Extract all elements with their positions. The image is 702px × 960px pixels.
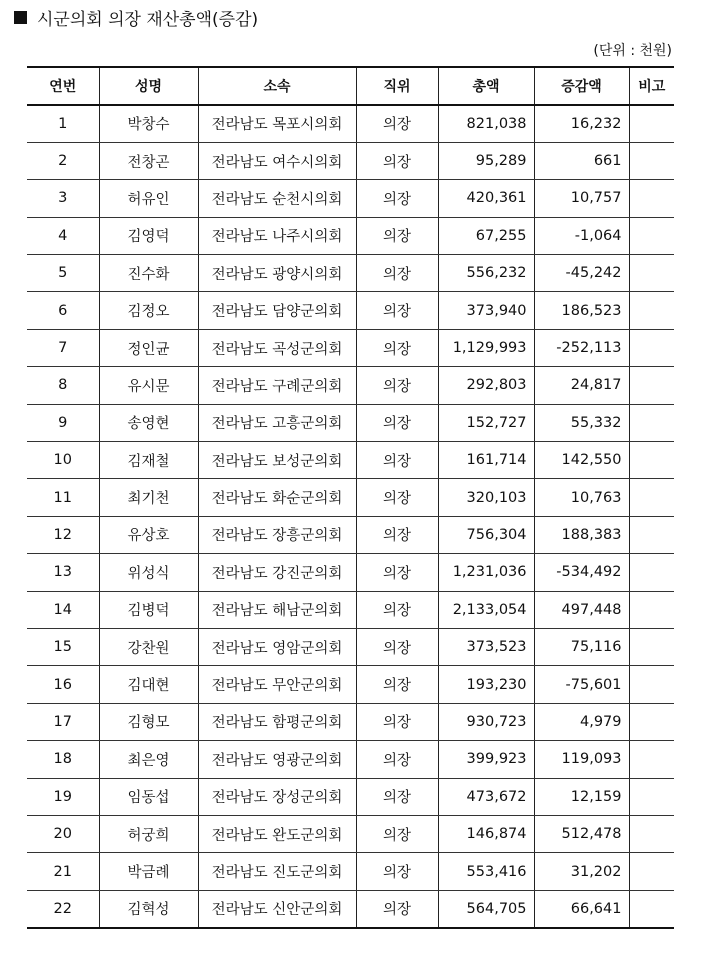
cell-note	[629, 703, 674, 740]
cell-position: 의장	[356, 853, 438, 890]
table-row	[27, 554, 674, 591]
table-row	[27, 516, 674, 553]
cell-position: 의장	[356, 142, 438, 179]
cell-no: 9	[27, 404, 99, 441]
cell-name: 김재철	[99, 442, 198, 479]
cell-change: -45,242	[534, 255, 629, 292]
cell-note	[629, 217, 674, 254]
cell-note	[629, 853, 674, 890]
cell-position: 의장	[356, 217, 438, 254]
cell-change: 24,817	[534, 367, 629, 404]
cell-note	[629, 180, 674, 217]
cell-no: 10	[27, 442, 99, 479]
cell-no: 13	[27, 554, 99, 591]
cell-change: 66,641	[534, 890, 629, 927]
document-title: 시군의회 의장 재산총액(증감)	[37, 9, 259, 30]
cell-note	[629, 591, 674, 628]
cell-name: 임동섭	[99, 778, 198, 815]
cell-name: 허궁희	[99, 815, 198, 852]
table-row	[27, 105, 674, 142]
cell-position: 의장	[356, 516, 438, 553]
header-note: 비고	[629, 67, 674, 105]
cell-position: 의장	[356, 404, 438, 441]
cell-name: 허유인	[99, 180, 198, 217]
cell-note	[629, 815, 674, 852]
table-row	[27, 217, 674, 254]
cell-no: 15	[27, 628, 99, 665]
black-square-bullet-icon	[14, 11, 27, 24]
cell-no: 12	[27, 516, 99, 553]
table-row	[27, 479, 674, 516]
cell-change: 12,159	[534, 778, 629, 815]
cell-name: 진수화	[99, 255, 198, 292]
cell-name: 박창수	[99, 105, 198, 142]
table-row	[27, 442, 674, 479]
cell-note	[629, 479, 674, 516]
cell-org: 전라남도 순천시의회	[198, 180, 356, 217]
cell-org: 전라남도 강진군의회	[198, 554, 356, 591]
cell-org: 전라남도 영암군의회	[198, 628, 356, 665]
cell-change: 188,383	[534, 516, 629, 553]
cell-note	[629, 890, 674, 927]
cell-total: 193,230	[438, 666, 534, 703]
cell-name: 송영현	[99, 404, 198, 441]
unit-label: (단위 : 천원)	[593, 43, 672, 59]
cell-total: 821,038	[438, 105, 534, 142]
cell-name: 유시문	[99, 367, 198, 404]
cell-position: 의장	[356, 703, 438, 740]
cell-note	[629, 666, 674, 703]
cell-org: 전라남도 신안군의회	[198, 890, 356, 927]
cell-position: 의장	[356, 367, 438, 404]
table-row	[27, 591, 674, 628]
cell-note	[629, 778, 674, 815]
cell-change: 31,202	[534, 853, 629, 890]
cell-org: 전라남도 진도군의회	[198, 853, 356, 890]
cell-org: 전라남도 구례군의회	[198, 367, 356, 404]
table-row	[27, 778, 674, 815]
cell-no: 4	[27, 217, 99, 254]
header-total: 총액	[438, 67, 534, 105]
cell-note	[629, 367, 674, 404]
cell-position: 의장	[356, 255, 438, 292]
cell-total: 1,231,036	[438, 554, 534, 591]
cell-total: 556,232	[438, 255, 534, 292]
cell-note	[629, 142, 674, 179]
cell-total: 2,133,054	[438, 591, 534, 628]
cell-total: 756,304	[438, 516, 534, 553]
cell-no: 2	[27, 142, 99, 179]
cell-change: 10,757	[534, 180, 629, 217]
cell-position: 의장	[356, 890, 438, 927]
document-title-block	[14, 4, 258, 30]
table-row	[27, 292, 674, 329]
cell-name: 최기천	[99, 479, 198, 516]
cell-total: 564,705	[438, 890, 534, 927]
table-row	[27, 890, 674, 927]
cell-note	[629, 628, 674, 665]
cell-position: 의장	[356, 741, 438, 778]
cell-no: 20	[27, 815, 99, 852]
cell-note	[629, 105, 674, 142]
header-org: 소속	[198, 67, 356, 105]
cell-change: 10,763	[534, 479, 629, 516]
cell-position: 의장	[356, 105, 438, 142]
cell-name: 위성식	[99, 554, 198, 591]
cell-change: 75,116	[534, 628, 629, 665]
cell-total: 320,103	[438, 479, 534, 516]
table-row	[27, 703, 674, 740]
header-change: 증감액	[534, 67, 629, 105]
cell-no: 6	[27, 292, 99, 329]
cell-change: 661	[534, 142, 629, 179]
cell-name: 김혁성	[99, 890, 198, 927]
cell-total: 930,723	[438, 703, 534, 740]
cell-position: 의장	[356, 329, 438, 366]
cell-name: 박금례	[99, 853, 198, 890]
cell-change: 55,332	[534, 404, 629, 441]
cell-total: 1,129,993	[438, 329, 534, 366]
table-row	[27, 815, 674, 852]
cell-name: 유상호	[99, 516, 198, 553]
cell-change: -75,601	[534, 666, 629, 703]
cell-note	[629, 442, 674, 479]
cell-note	[629, 554, 674, 591]
cell-total: 146,874	[438, 815, 534, 852]
cell-name: 김형모	[99, 703, 198, 740]
cell-org: 전라남도 곡성군의회	[198, 329, 356, 366]
cell-org: 전라남도 고흥군의회	[198, 404, 356, 441]
cell-total: 420,361	[438, 180, 534, 217]
table-row	[27, 404, 674, 441]
cell-org: 전라남도 나주시의회	[198, 217, 356, 254]
cell-change: 16,232	[534, 105, 629, 142]
cell-org: 전라남도 영광군의회	[198, 741, 356, 778]
table-row	[27, 367, 674, 404]
header-position: 직위	[356, 67, 438, 105]
cell-org: 전라남도 여수시의회	[198, 142, 356, 179]
cell-change: -252,113	[534, 329, 629, 366]
cell-total: 373,523	[438, 628, 534, 665]
cell-total: 152,727	[438, 404, 534, 441]
table-row	[27, 741, 674, 778]
cell-org: 전라남도 완도군의회	[198, 815, 356, 852]
table-row	[27, 329, 674, 366]
cell-org: 전라남도 해남군의회	[198, 591, 356, 628]
cell-position: 의장	[356, 591, 438, 628]
cell-total: 67,255	[438, 217, 534, 254]
cell-total: 399,923	[438, 741, 534, 778]
cell-name: 전창곤	[99, 142, 198, 179]
cell-position: 의장	[356, 628, 438, 665]
cell-no: 3	[27, 180, 99, 217]
cell-no: 17	[27, 703, 99, 740]
table-row	[27, 180, 674, 217]
cell-change: 186,523	[534, 292, 629, 329]
cell-org: 전라남도 장성군의회	[198, 778, 356, 815]
cell-total: 473,672	[438, 778, 534, 815]
cell-change: -534,492	[534, 554, 629, 591]
cell-no: 7	[27, 329, 99, 366]
cell-position: 의장	[356, 292, 438, 329]
cell-position: 의장	[356, 442, 438, 479]
cell-note	[629, 255, 674, 292]
cell-name: 김영덕	[99, 217, 198, 254]
cell-no: 8	[27, 367, 99, 404]
cell-position: 의장	[356, 554, 438, 591]
cell-note	[629, 516, 674, 553]
header-no: 연번	[27, 67, 99, 105]
table-body	[27, 105, 674, 928]
cell-name: 김정오	[99, 292, 198, 329]
cell-note	[629, 404, 674, 441]
cell-no: 21	[27, 853, 99, 890]
cell-org: 전라남도 무안군의회	[198, 666, 356, 703]
cell-note	[629, 741, 674, 778]
cell-note	[629, 329, 674, 366]
cell-no: 5	[27, 255, 99, 292]
cell-change: 142,550	[534, 442, 629, 479]
cell-total: 553,416	[438, 853, 534, 890]
cell-change: -1,064	[534, 217, 629, 254]
cell-org: 전라남도 목포시의회	[198, 105, 356, 142]
cell-total: 95,289	[438, 142, 534, 179]
cell-position: 의장	[356, 778, 438, 815]
asset-table	[27, 66, 674, 929]
cell-position: 의장	[356, 666, 438, 703]
table-row	[27, 142, 674, 179]
cell-position: 의장	[356, 180, 438, 217]
cell-position: 의장	[356, 479, 438, 516]
header-name: 성명	[99, 67, 198, 105]
table-header-row	[27, 67, 674, 105]
cell-org: 전라남도 장흥군의회	[198, 516, 356, 553]
cell-no: 16	[27, 666, 99, 703]
cell-change: 4,979	[534, 703, 629, 740]
cell-no: 1	[27, 105, 99, 142]
cell-total: 161,714	[438, 442, 534, 479]
cell-name: 최은영	[99, 741, 198, 778]
cell-name: 강찬원	[99, 628, 198, 665]
cell-position: 의장	[356, 815, 438, 852]
cell-name: 정인균	[99, 329, 198, 366]
cell-name: 김병덕	[99, 591, 198, 628]
cell-change: 512,478	[534, 815, 629, 852]
table-row	[27, 853, 674, 890]
table-row	[27, 666, 674, 703]
cell-org: 전라남도 담양군의회	[198, 292, 356, 329]
cell-org: 전라남도 보성군의회	[198, 442, 356, 479]
cell-no: 18	[27, 741, 99, 778]
table-row	[27, 255, 674, 292]
cell-org: 전라남도 화순군의회	[198, 479, 356, 516]
cell-no: 14	[27, 591, 99, 628]
cell-org: 전라남도 함평군의회	[198, 703, 356, 740]
cell-org: 전라남도 광양시의회	[198, 255, 356, 292]
cell-total: 373,940	[438, 292, 534, 329]
cell-no: 22	[27, 890, 99, 927]
cell-total: 292,803	[438, 367, 534, 404]
cell-no: 19	[27, 778, 99, 815]
cell-change: 119,093	[534, 741, 629, 778]
cell-note	[629, 292, 674, 329]
cell-no: 11	[27, 479, 99, 516]
table-row	[27, 628, 674, 665]
cell-name: 김대현	[99, 666, 198, 703]
cell-change: 497,448	[534, 591, 629, 628]
